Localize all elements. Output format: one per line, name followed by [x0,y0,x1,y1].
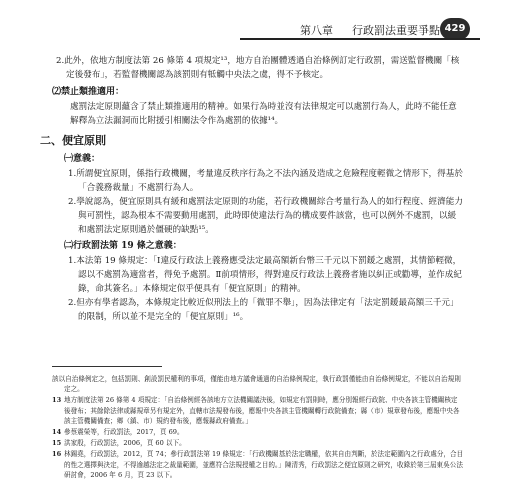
running-header [240,22,480,40]
footnote-number: 14 [52,428,62,437]
section-heading: 二、便宜原則 [40,134,106,147]
footnotes [52,374,464,481]
footnote-text: 洪家殷，行政罰法，2006，頁 60 以下。 [64,439,186,448]
footnote-text: 參蔡震榮等，行政罰法，2017，頁 69。 [64,428,184,437]
header-rule [240,38,480,40]
list-item: 1.本法第 19 條規定：「Ⅰ違反行政法上義務應受法定最高額新台幣三千元以下罰鍰之處罰，其情節輕微，認以不處罰為適當者，得免予處罰。Ⅱ前項情形，得對違反行政法上義務者施以糾正或勸導，並作成紀錄，命其簽名。」本條規定似乎便具有「便宜原則」的精神。 [68,256,462,294]
footnote-text: 林錫堯，行政罰法，2012，頁 74；參行政罰法第 19 條規定：「行政機關基於法定職權，依其自由判斷，於法定範圍內之行政處分，合目的性之選擇與決定，不得逾越法定之裁量範圍，並應符合法規授權之目的。」陳清秀，行政罰法之便宜原則之研究，收錄於第三屆東吳公法研討會，2006 年 6 月，頁 23 以下。 [64,450,464,479]
footnote-number: 13 [52,396,62,405]
subheading-article-19: ㈡行政罰法第 19 條之意義： [64,241,182,251]
chapter-topic: 行政罰法重要爭點 [352,24,440,37]
footnote-text: 地方制度法第 26 條第 4 項規定：「自治條例經各該地方立法機關議決後，如規定有罰則時，應分別報經行政院、中央各該主管機關核定後發布；其餘除法律或縣規章另有規定外，直轄市法規發布後，應報中央各該主管機關轉行政院備查；縣（市）規章發布後，應報中央各該主管機關備查；鄉（鎮、市）規約發布後，應報縣政府備查。」 [64,396,460,425]
page-number-badge: 429 [440,18,470,40]
footnote [52,427,464,437]
main-text [40,54,464,324]
footnote-continuation: 該以自治條例定之，包括罰則、創設罰民權利的事項，僅能由地方議會通過的自治條例規定，執行政罰僅能由自治條例規定，不能以自治規則定之。 [52,375,461,394]
list-item: 2.但亦有學者認為，本條規定比較近似刑法上的「微罪不舉」，因為法律定有「法定罰鍰最高額三千元」的限制，所以並不是完全的「便宜原則」¹⁶。 [68,298,459,322]
list-item: 2.學說認為，便宜原則具有緩和處罰法定原則的功能，若行政機關綜合考量行為人的如行程度、經濟能力與可罰性，認為根本不需要動用處罰，此時即使違法行為的構成要件該當，也可以例外不處罰，以緩和處罰法定原則過於僵硬的缺點¹⁵。 [68,197,463,235]
footnote-number: 16 [52,450,62,459]
list-item: 1.所謂便宜原則，係指行政機關，考量違反秩序行為之不法內涵及造成之危險程度輕微之情形下，得基於「合義務裁量」不處罰行為人。 [68,169,463,193]
footnote-rule [52,366,162,367]
footnote [52,438,464,448]
paragraph-item-2: 2.此外，依地方制度法第 26 條第 4 項規定¹³，地方自治團體透過自治條例訂定行政罰，需送監督機關「核定後發布」，若監督機關認為該罰則有牴觸中央法之虞，得不予核定。 [56,56,460,80]
chapter-label: 第八章 [300,24,333,37]
footnote [52,395,464,426]
footnote-number: 15 [52,439,62,448]
subsection-heading-2: ⑵禁止類推適用： [52,87,125,97]
subheading-meaning: ㈠意義： [64,154,101,164]
footnote [52,449,464,480]
subsection-text-2: 處罰法定原則蘊含了禁止類推適用的精神。如果行為時並沒有法律規定可以處罰行為人，此時不能任意解釋為立法漏洞而比附援引相關法令作為處罰的依據¹⁴。 [70,102,457,126]
